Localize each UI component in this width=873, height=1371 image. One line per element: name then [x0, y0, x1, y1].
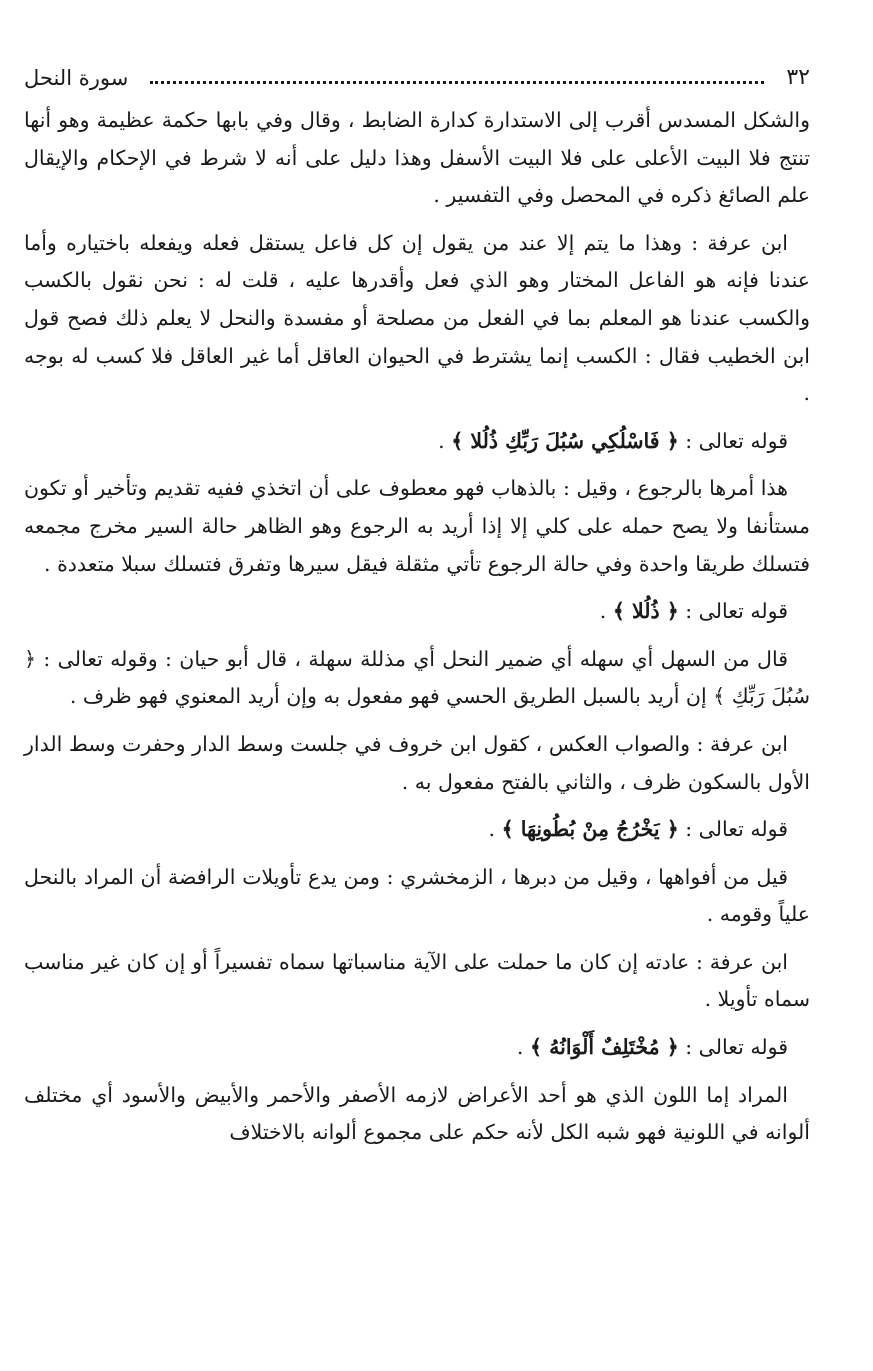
quran-quote: ﴿ ذُلُلا ﴾	[612, 599, 679, 624]
verse-end: .	[438, 428, 452, 453]
commentary-paragraph: ابن عرفة : عادته إن كان ما حملت على الآية مناسباتها سماه تفسيراً أو إن كان غير مناسب سماه تأويلا .	[24, 949, 810, 1012]
verse-heading	[24, 593, 810, 631]
book-page	[24, 58, 810, 1162]
verse-end: .	[488, 817, 502, 842]
commentary-paragraph: هذا أمرها بالرجوع ، وقيل : بالذهاب فهو معطوف على أن اتخذي ففيه تقديم وتأخير أو تكون مستأنفا ولا يصح حمله على كلي إلا إذا أريد به الرجوع وهو الظاهر حالة السير مخرج مجمعه فتسلك طريقا واحدة وفي حالة الرجوع تأتي مثقلة فيقل سيرها وتفرق فتسلك سبلا متعددة .	[24, 476, 810, 576]
body-text	[24, 102, 810, 1152]
verse-heading	[24, 423, 810, 461]
verse-intro: قوله تعالى :	[678, 817, 788, 842]
verse-end: .	[599, 599, 613, 624]
quran-quote: ﴿ يَخْرُجُ مِنْ بُطُونِهَا ﴾	[501, 817, 679, 842]
header-dotted-rule	[150, 81, 764, 84]
commentary-paragraph: قيل من أفواهها ، وقيل من دبرها ، الزمخشري : ومن يدع تأويلات الرافضة أن المراد بالنحل علياً وقومه .	[24, 864, 810, 927]
surah-title: سورة النحل	[24, 66, 129, 90]
verse-intro: قوله تعالى :	[678, 1035, 788, 1060]
verse-heading	[24, 811, 810, 849]
quran-quote: ﴿ فَاسْلُكِي سُبُلَ رَبِّكِ ذُلُلا ﴾	[451, 428, 679, 453]
commentary-paragraph: ابن عرفة : والصواب العكس ، كقول ابن خروف في جلست وسط الدار وحفرت وسط الدار الأول بالسكون ظرف ، والثاني بالفتح مفعول به .	[24, 731, 810, 794]
verse-heading	[24, 1029, 810, 1067]
page-header	[24, 58, 810, 98]
quran-quote: ﴿ مُخْتَلِفٌ أَلْوَانُهُ ﴾	[529, 1035, 679, 1060]
commentary-paragraph: قال من السهل أي سهله أي ضمير النحل أي مذللة سهلة ، قال أبو حيان : وقوله تعالى : ﴿ سُبُلَ رَبِّكِ ﴾ إن أريد بالسبل الطريق الحسي فهو مفعول به وإن أريد المعنوي فهو ظرف .	[24, 646, 810, 709]
verse-intro: قوله تعالى :	[678, 599, 788, 624]
commentary-paragraph: ابن عرفة : وهذا ما يتم إلا عند من يقول إن كل فاعل يستقل فعله ويفعله باختياره وأما عندنا فإنه هو الفاعل المختار وهو الذي فعل وأقدرها عليه ، قلت له : نحن نقول بالكسب والكسب عندنا هو المعلم بما في الفعل من مصلحة أو مفسدة والنحل لا يعلم ذلك فصح قول ابن الخطيب فقال : الكسب إنما يشترط في الحيوان العاقل أما غير العاقل فلا كسب له بوجه .	[24, 230, 810, 406]
page-number: ٣٢	[786, 65, 810, 90]
verse-intro: قوله تعالى :	[678, 428, 788, 453]
commentary-paragraph: المراد إما اللون الذي هو أحد الأعراض لازمه الأصفر والأحمر والأبيض والأسود أي مختلف ألوانه في اللونية فهو شبه الكل لأنه حكم على مجموع ألوانه بالاختلاف	[24, 1082, 810, 1145]
verse-end: .	[516, 1035, 530, 1060]
commentary-paragraph: والشكل المسدس أقرب إلى الاستدارة كدارة الضابط ، وقال وفي بابها حكمة عظيمة وهو أنها تنتج فلا البيت الأعلى على فلا البيت الأسفل وهذا دليل على أنه لا شرط في الإحكام والإيقال علم الصائغ ذكره في المحصل وفي التفسير .	[24, 108, 810, 208]
